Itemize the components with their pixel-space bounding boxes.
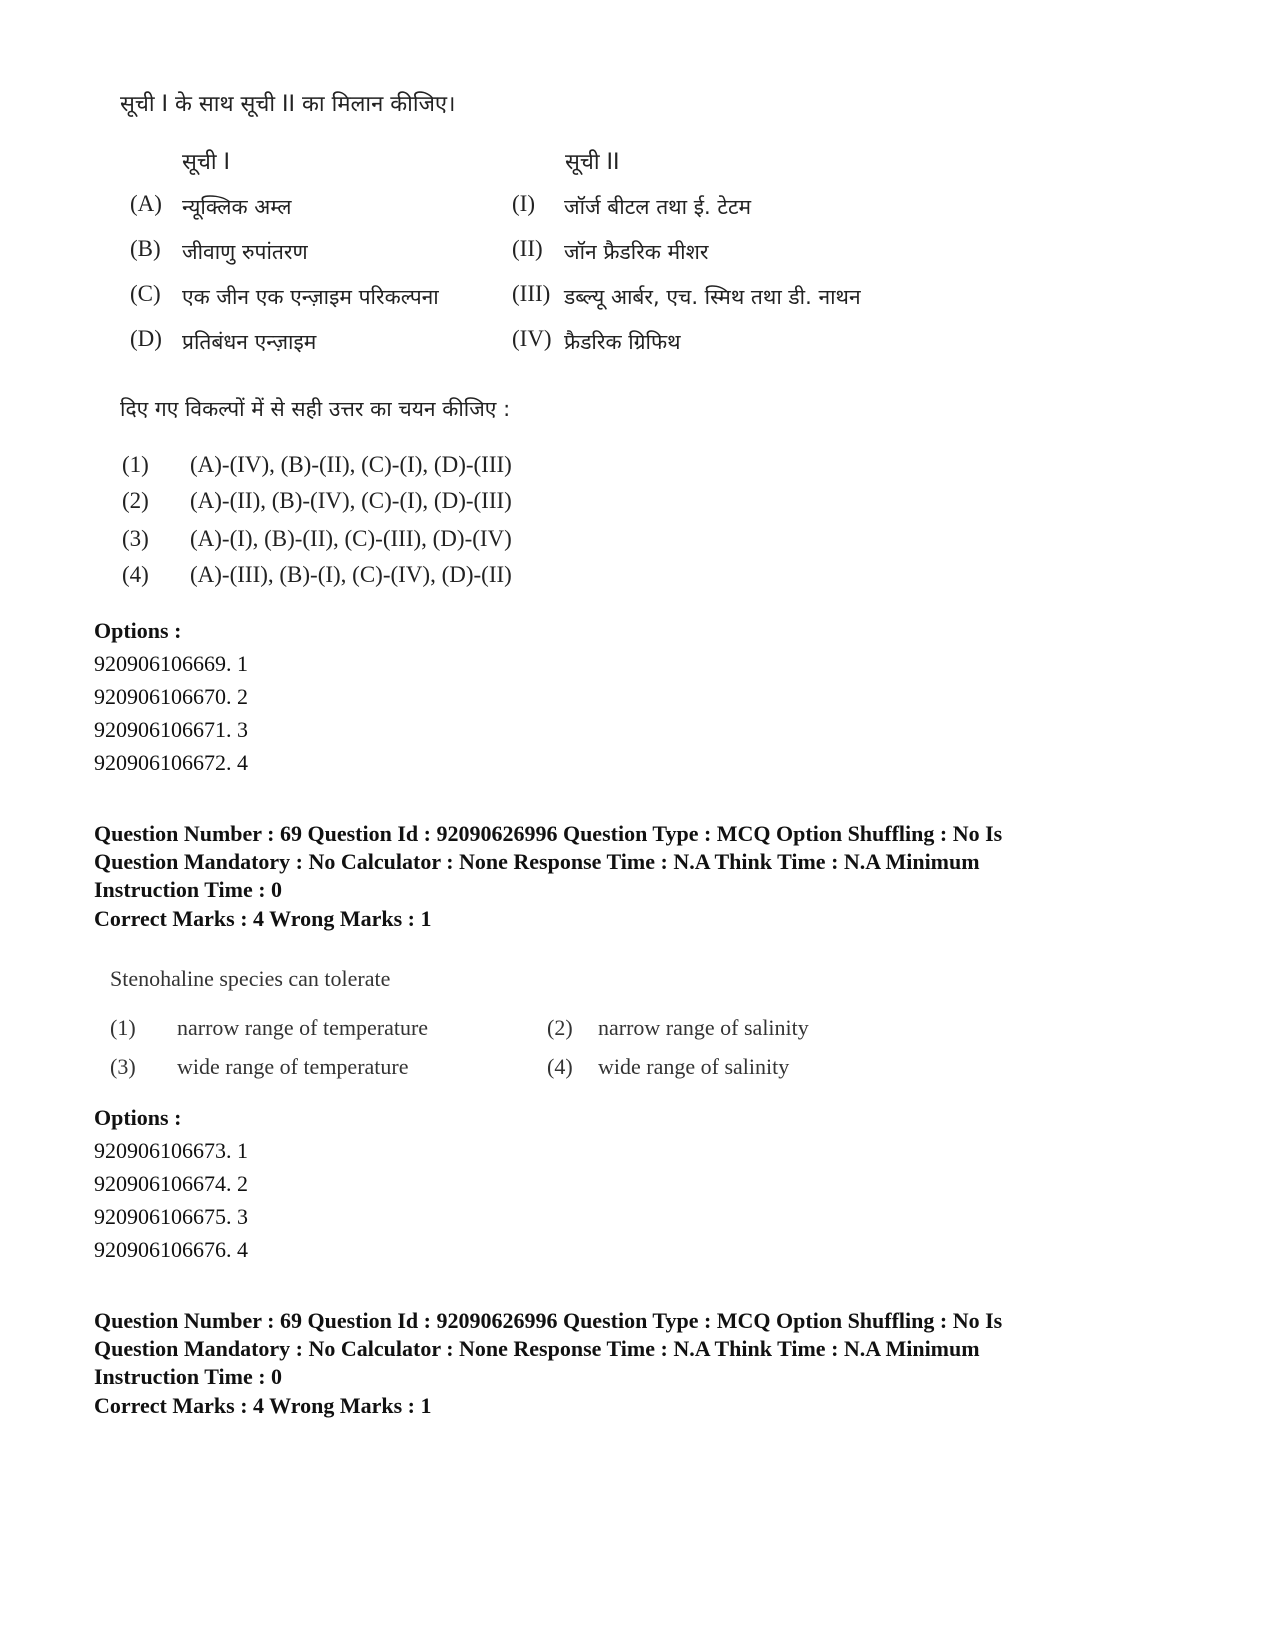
list1-item: जीवाणु रुपांतरण <box>182 240 308 264</box>
options-header: Options : <box>94 618 182 643</box>
meta-line: Instruction Time : 0 <box>94 877 283 902</box>
choice-number: (3) <box>110 1054 136 1079</box>
list1-header: सूची I <box>182 150 231 175</box>
list2-label: (III) <box>512 281 551 306</box>
q69-meta <box>94 820 1002 904</box>
option-id: 920906106674. 2 <box>94 1171 248 1196</box>
choice-number: (3) <box>122 526 149 551</box>
next-question-marks: Correct Marks : 4 Wrong Marks : 1 <box>94 1393 432 1418</box>
list1-label: (A) <box>130 191 162 216</box>
choice-number: (4) <box>547 1054 573 1079</box>
option-id: 920906106670. 2 <box>94 684 248 709</box>
list1-item: प्रतिबंधन एन्ज़ाइम <box>182 330 317 354</box>
choice-text: (A)-(III), (B)-(I), (C)-(IV), (D)-(II) <box>190 562 512 587</box>
list2-item: फ्रैडरिक ग्रिफिथ <box>564 330 681 354</box>
option-id: 920906106676. 4 <box>94 1237 248 1262</box>
list2-item: डब्ल्यू आर्बर, एच. स्मिथ तथा डी. नाथन <box>564 285 861 309</box>
list2-item: जॉन फ्रैडरिक मीशर <box>564 240 709 264</box>
meta-line: Question Number : 69 Question Id : 92090626996 Question Type : MCQ Option Shuffling : No Is <box>94 821 1003 846</box>
choice-text: wide range of temperature <box>177 1054 409 1079</box>
options-header: Options : <box>94 1105 182 1130</box>
choice-number: (2) <box>122 488 149 513</box>
q68-options <box>94 614 248 779</box>
list1-item: एक जीन एक एन्ज़ाइम परिकल्पना <box>182 285 439 309</box>
option-id: 920906106671. 3 <box>94 717 248 742</box>
choice-text: narrow range of salinity <box>598 1015 809 1040</box>
list1-label: (D) <box>130 326 162 351</box>
list2-label: (IV) <box>512 326 552 351</box>
choice-text: (A)-(IV), (B)-(II), (C)-(I), (D)-(III) <box>190 452 512 477</box>
list1-label: (C) <box>130 281 161 306</box>
meta-line: Question Number : 69 Question Id : 92090626996 Question Type : MCQ Option Shuffling : No Is <box>94 1308 1003 1333</box>
q69-options <box>94 1101 248 1266</box>
q68-prompt: दिए गए विकल्पों में से सही उत्तर का चयन कीजिए : <box>120 397 511 421</box>
next-question-meta <box>94 1307 1002 1391</box>
choice-number: (2) <box>547 1015 573 1040</box>
choice-number: (1) <box>122 452 149 477</box>
q68-instruction: सूची I के साथ सूची II का मिलान कीजिए। <box>120 92 456 117</box>
list1-label: (B) <box>130 236 161 261</box>
option-id: 920906106675. 3 <box>94 1204 248 1229</box>
list2-header: सूची II <box>565 150 620 175</box>
option-id: 920906106669. 1 <box>94 651 248 676</box>
meta-line: Question Mandatory : No Calculator : None Response Time : N.A Think Time : N.A Minimum <box>94 1336 980 1361</box>
option-id: 920906106672. 4 <box>94 750 248 775</box>
list2-label: (I) <box>512 191 535 216</box>
choice-text: wide range of salinity <box>598 1054 790 1079</box>
list1-item: न्यूक्लिक अम्ल <box>182 195 292 219</box>
choice-number: (1) <box>110 1015 136 1040</box>
choice-number: (4) <box>122 562 149 587</box>
list2-label: (II) <box>512 236 543 261</box>
q69-stem: Stenohaline species can tolerate <box>110 966 391 991</box>
choice-text: (A)-(I), (B)-(II), (C)-(III), (D)-(IV) <box>190 526 512 551</box>
q69-marks: Correct Marks : 4 Wrong Marks : 1 <box>94 906 432 931</box>
choice-text: (A)-(II), (B)-(IV), (C)-(I), (D)-(III) <box>190 488 512 513</box>
option-id: 920906106673. 1 <box>94 1138 248 1163</box>
choice-text: narrow range of temperature <box>177 1015 429 1040</box>
list2-item: जॉर्ज बीटल तथा ई. टेटम <box>564 195 752 219</box>
meta-line: Question Mandatory : No Calculator : None Response Time : N.A Think Time : N.A Minimum <box>94 849 980 874</box>
meta-line: Instruction Time : 0 <box>94 1364 283 1389</box>
